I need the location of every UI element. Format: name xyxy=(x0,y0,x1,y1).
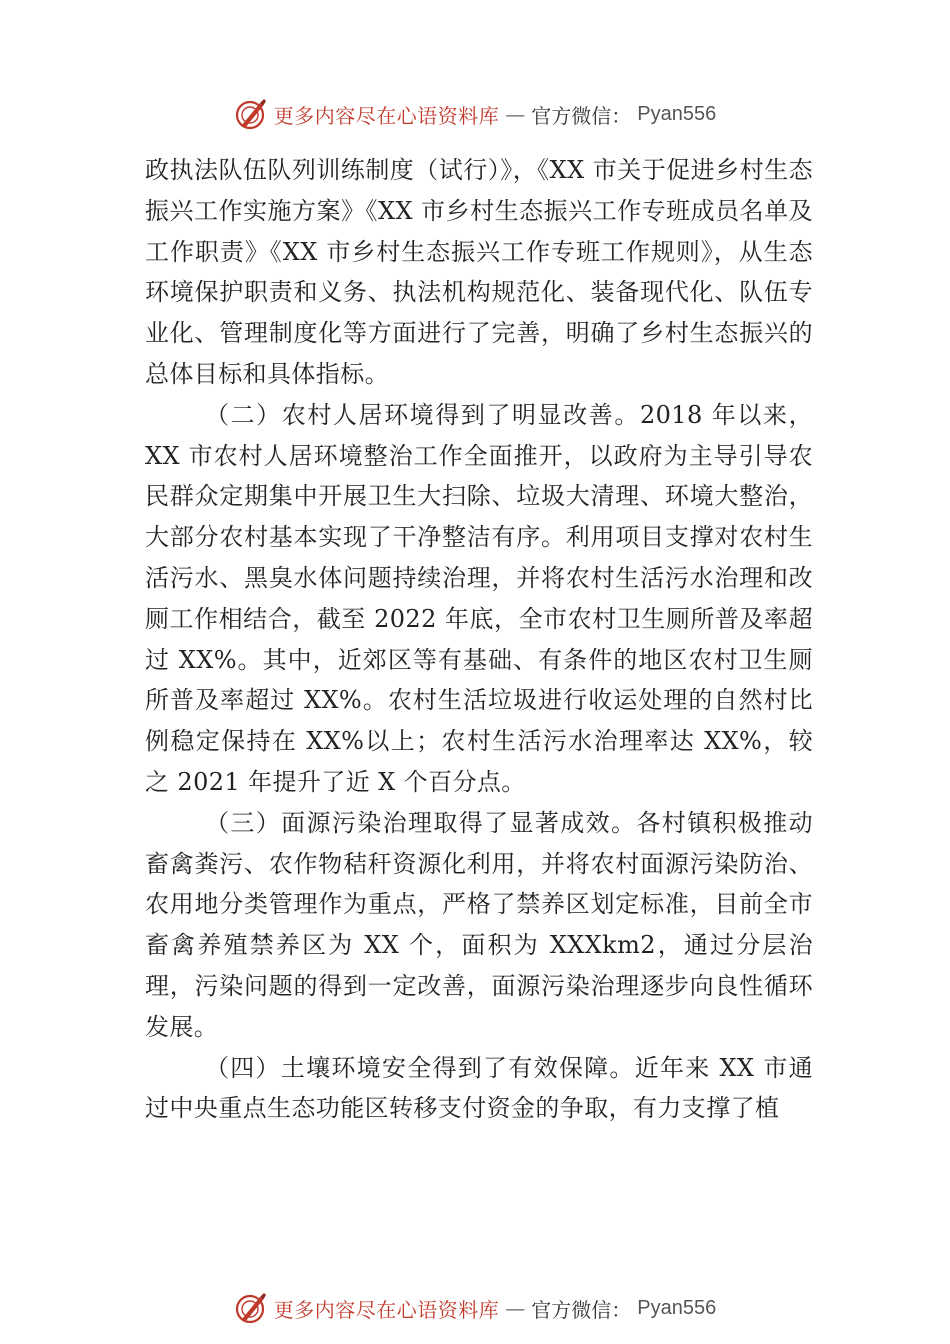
paragraph-section-3: （三）面源污染治理取得了显著成效。各村镇积极推动畜禽粪污、农作物秸秆资源化利用，并将农村面源污染防治、农用地分类管理作为重点，严格了禁养区划定标准，目前全市畜禽养殖禁养区为 XX 个，面积为 XXXkm2，通过分层治理，污染问题的得到一定改善，面源污染治理逐步向良性循环发展。 xyxy=(145,808,813,1041)
banner-wechat-label: 官方微信： xyxy=(531,103,632,128)
banner-wechat-id: Pyan556 xyxy=(637,1296,717,1319)
banner-text: 更多内容尽在心语资料库 xyxy=(273,103,500,128)
pen-logo-icon xyxy=(234,97,268,131)
banner-dash: — xyxy=(505,1296,526,1320)
pen-logo-icon xyxy=(234,1291,268,1325)
banner-wechat-label: 官方微信： xyxy=(531,1297,632,1322)
paragraph-continued: 政执法队伍队列训练制度（试行）》，《XX 市关于促进乡村生态振兴工作实施方案》《XX 市乡村生态振兴工作专班成员名单及工作职责》《XX 市乡村生态振兴工作专班工作规则》，从生态环境保护职责和义务、执法机构规范化、装备现代化、队伍专业化、管理制度化等方面进行了完善，明确了乡村生态振兴的总体目标和具体指标。 xyxy=(145,156,813,388)
banner-dash: — xyxy=(505,102,526,126)
document-body xyxy=(145,150,813,1129)
header-banner xyxy=(0,96,950,132)
banner-wechat-id: Pyan556 xyxy=(637,102,717,125)
paragraph-section-4: （四）土壤环境安全得到了有效保障。近年来 XX 市通过中央重点生态功能区转移支付资金的争取，有力支撑了植 xyxy=(145,1053,813,1123)
paragraph-section-2: （二）农村人居环境得到了明显改善。2018 年以来，XX 市农村人居环境整治工作全面推开，以政府为主导引导农民群众定期集中开展卫生大扫除、垃圾大清理、环境大整治，大部分农村基本实现了干净整洁有序。利用项目支撑对农村生活污水、黑臭水体问题持续治理，并将农村生活污水治理和改厕工作相结合，截至 2022 年底，全市农村卫生厕所普及率超过 XX%。其中，近郊区等有基础、有条件的地区农村卫生厕所普及率超过 XX%。农村生活垃圾进行收运处理的自然村比例稳定保持在 XX%以上；农村生活污水治理率达 XX%，较之 2021 年提升了近 X 个百分点。 xyxy=(145,400,813,796)
banner-text: 更多内容尽在心语资料库 xyxy=(273,1297,500,1322)
footer-banner xyxy=(0,1290,950,1326)
